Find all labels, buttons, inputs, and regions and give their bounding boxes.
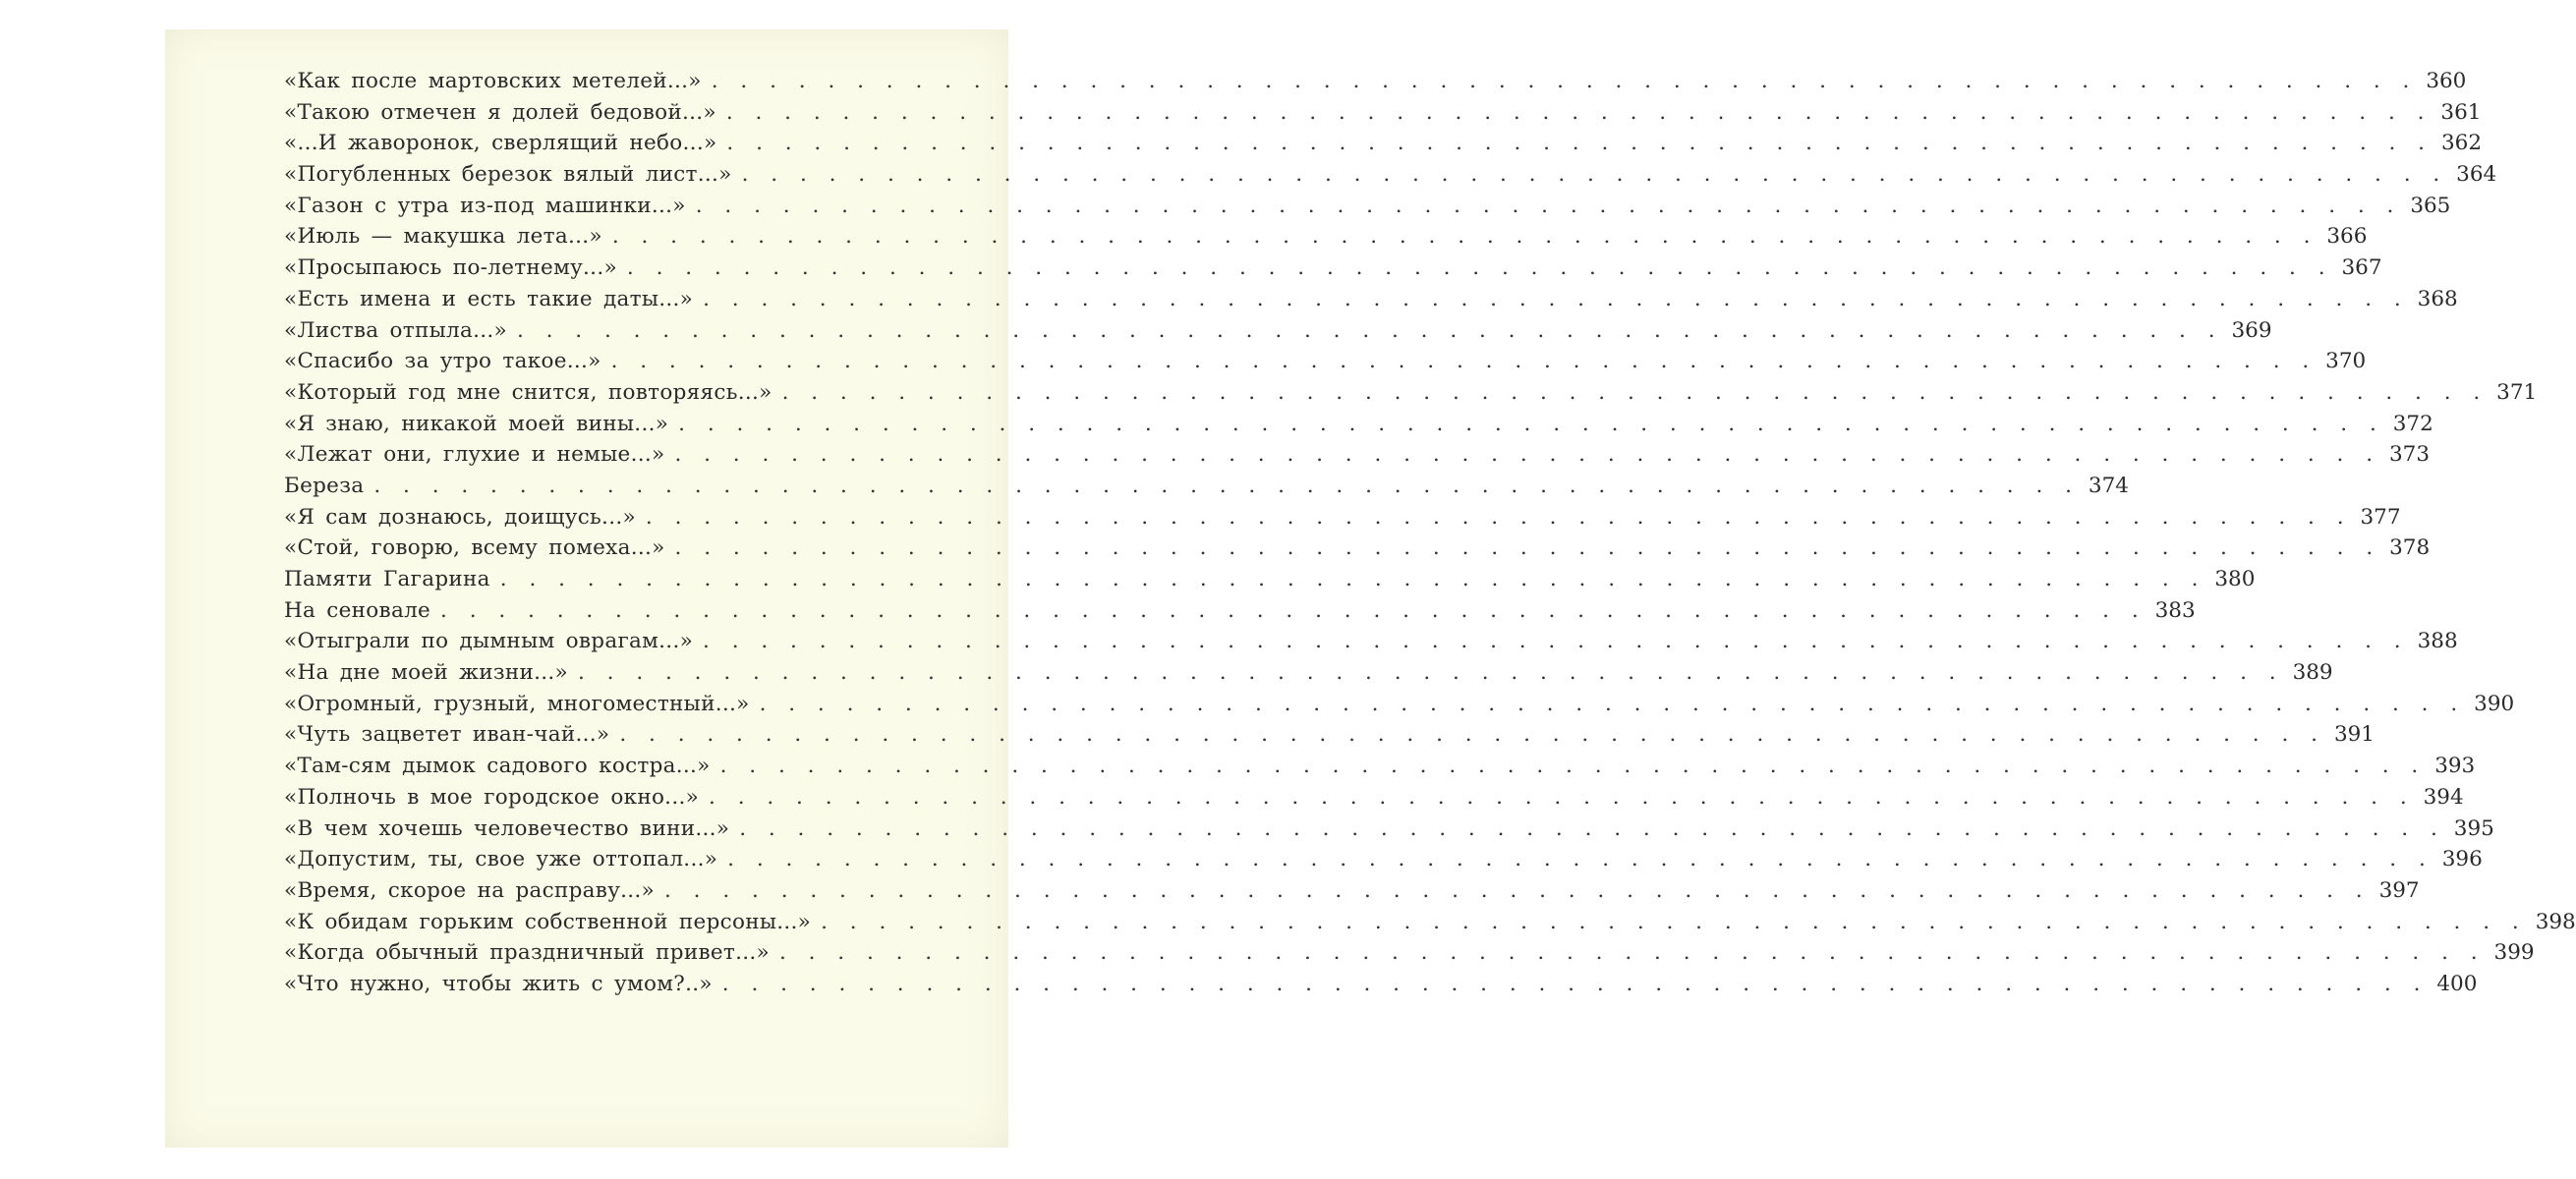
- toc-entry-title: «Огромный, грузный, многоместный...»: [284, 691, 750, 716]
- toc-entry: [284, 317, 2272, 350]
- toc-entry-title: «На дне моей жизни...»: [284, 660, 568, 686]
- toc-entry-page: 365: [2410, 193, 2451, 218]
- toc-entry: [284, 691, 2515, 723]
- toc-entry-title: «Газон с утра из-под машинки...»: [284, 193, 686, 218]
- toc-entry: [284, 255, 2382, 287]
- toc-entry-page: 391: [2333, 722, 2375, 748]
- toc-entry-title: «Я сам дознаюсь, доищусь...»: [284, 504, 636, 530]
- dot-leader: [507, 318, 2229, 343]
- toc-entry-title: «Отыграли по дымным оврагам...»: [284, 629, 694, 654]
- toc-entry-title: «Спасибо за утро такое...»: [284, 349, 601, 374]
- toc-entry: [284, 162, 2497, 194]
- toc-entry-title: «Чуть зацветет иван-чай...»: [284, 722, 610, 748]
- toc-entry-title: «Там-сям дымок садового костра...»: [284, 754, 711, 779]
- table-of-contents: [284, 69, 2576, 1003]
- dot-leader: [770, 940, 2491, 965]
- dot-leader: [686, 194, 2408, 218]
- toc-entry-page: 370: [2325, 349, 2367, 374]
- toc-entry: [284, 847, 2483, 878]
- toc-entry-page: 399: [2493, 940, 2535, 966]
- dot-leader: [693, 629, 2415, 653]
- toc-entry-title: «Что нужно, чтобы жить с умом?..»: [284, 971, 713, 996]
- dot-leader: [773, 380, 2494, 405]
- toc-entry: [284, 660, 2333, 692]
- toc-entry-page: 373: [2389, 442, 2431, 468]
- toc-entry-title: «Есть имена и есть такие даты...»: [284, 286, 694, 311]
- dot-leader: [617, 255, 2339, 280]
- toc-entry: [284, 535, 2431, 567]
- toc-entry-page: 378: [2389, 535, 2431, 561]
- toc-entry-page: 397: [2378, 877, 2420, 903]
- toc-entry-page: 362: [2440, 131, 2483, 156]
- toc-entry-title: «Погубленных березок вялый лист...»: [284, 162, 732, 188]
- toc-entry-page: 396: [2441, 847, 2483, 872]
- dot-leader: [664, 442, 2386, 467]
- toc-entry: [284, 99, 2482, 132]
- toc-entry: [284, 754, 2476, 785]
- dot-leader: [430, 598, 2152, 623]
- dot-leader: [568, 660, 2290, 685]
- toc-entry-title: «К обидам горьким собственной персоны...»: [284, 909, 812, 934]
- toc-entry: [284, 411, 2433, 443]
- toc-entry: [284, 504, 2401, 536]
- toc-entry-title: «Время, скорое на расправу...»: [284, 877, 656, 903]
- toc-entry-page: 369: [2231, 317, 2272, 343]
- toc-entry-title: «Допустим, ты, свое уже оттопал...»: [284, 847, 718, 872]
- toc-entry-page: 366: [2326, 224, 2368, 250]
- toc-entry-title: «В чем хочешь человечество вини...»: [284, 815, 730, 841]
- toc-entry: [284, 877, 2420, 910]
- toc-entry-title: Памяти Гагарина: [284, 567, 490, 591]
- toc-entry-page: 367: [2341, 255, 2382, 281]
- book-page: [165, 29, 2576, 1148]
- toc-entry-page: 394: [2423, 784, 2464, 810]
- toc-entry: [284, 379, 2538, 412]
- toc-entry: [284, 69, 2467, 100]
- toc-entry-page: 398: [2535, 909, 2576, 934]
- dot-leader: [665, 535, 2387, 560]
- toc-entry-page: 380: [2214, 567, 2256, 591]
- toc-entry-title: «Июль — макушка лета...»: [284, 224, 602, 250]
- dot-leader: [655, 878, 2376, 903]
- toc-entry-page: 360: [2426, 69, 2467, 93]
- toc-entry-title: «Лежат они, глухие и немые...»: [284, 442, 665, 468]
- toc-entry: [284, 131, 2483, 162]
- toc-entry-page: 390: [2474, 691, 2515, 716]
- dot-leader: [711, 754, 2433, 778]
- toc-entry-title: На сеновале: [284, 597, 431, 623]
- dot-leader: [490, 567, 2212, 591]
- toc-entry-page: 374: [2088, 473, 2129, 498]
- toc-entry: [284, 940, 2535, 972]
- toc-entry: [284, 442, 2431, 474]
- dot-leader: [716, 100, 2438, 125]
- toc-entry-page: 377: [2360, 504, 2401, 530]
- toc-entry-page: 364: [2456, 162, 2497, 188]
- toc-entry-title: «Листва отпыла...»: [284, 317, 507, 343]
- dot-leader: [713, 972, 2434, 996]
- toc-entry: [284, 815, 2494, 848]
- toc-entry-page: 383: [2154, 597, 2196, 623]
- dot-leader: [717, 847, 2439, 871]
- dot-leader: [602, 224, 2324, 249]
- toc-entry-page: 361: [2440, 99, 2482, 125]
- toc-entry-page: 400: [2436, 971, 2478, 996]
- dot-leader: [601, 349, 2323, 373]
- toc-entry-page: 389: [2292, 660, 2333, 686]
- toc-entry: [284, 473, 2129, 505]
- toc-entry: [284, 224, 2368, 255]
- toc-entry-title: «Полночь в мое городское окно...»: [284, 784, 700, 810]
- dot-leader: [811, 910, 2533, 934]
- dot-leader: [716, 131, 2438, 155]
- dot-leader: [702, 69, 2424, 93]
- toc-entry-page: 372: [2392, 411, 2433, 436]
- dot-leader: [364, 474, 2086, 498]
- toc-entry: [284, 722, 2375, 754]
- toc-entry: [284, 193, 2451, 225]
- dot-leader: [636, 505, 2358, 530]
- toc-entry-title: «Как после мартовских метелей...»: [284, 69, 702, 93]
- toc-entry: [284, 909, 2576, 941]
- dot-leader: [750, 692, 2472, 716]
- dot-leader: [668, 412, 2390, 436]
- toc-entry-title: Береза: [284, 473, 365, 498]
- toc-entry: [284, 971, 2478, 1003]
- toc-entry: [284, 597, 2196, 630]
- toc-entry-title: «Стой, говорю, всему помеха...»: [284, 535, 665, 561]
- toc-entry-title: «Просыпаюсь по-летнему...»: [284, 255, 617, 281]
- dot-leader: [699, 785, 2421, 810]
- toc-entry-page: 368: [2417, 286, 2458, 311]
- toc-entry-page: 393: [2434, 754, 2476, 779]
- toc-entry-page: 388: [2417, 629, 2458, 654]
- toc-entry-title: «Который год мне снится, повторяясь...»: [284, 379, 773, 405]
- dot-leader: [609, 722, 2331, 747]
- toc-entry: [284, 784, 2464, 816]
- toc-entry: [284, 286, 2458, 318]
- dot-leader: [693, 287, 2415, 311]
- toc-entry-page: 395: [2453, 815, 2494, 841]
- toc-entry: [284, 349, 2367, 380]
- toc-entry-title: «Такою отмечен я долей бедовой...»: [284, 99, 716, 125]
- toc-entry-title: «Когда обычный праздничный привет...»: [284, 940, 770, 966]
- dot-leader: [729, 816, 2451, 841]
- toc-entry: [284, 567, 2256, 598]
- dot-leader: [732, 162, 2454, 187]
- toc-entry-title: «...И жаворонок, сверлящий небо...»: [284, 131, 717, 156]
- toc-entry-page: 371: [2496, 379, 2538, 405]
- toc-entry-title: «Я знаю, никакой моей вины...»: [284, 411, 669, 436]
- toc-entry: [284, 629, 2458, 660]
